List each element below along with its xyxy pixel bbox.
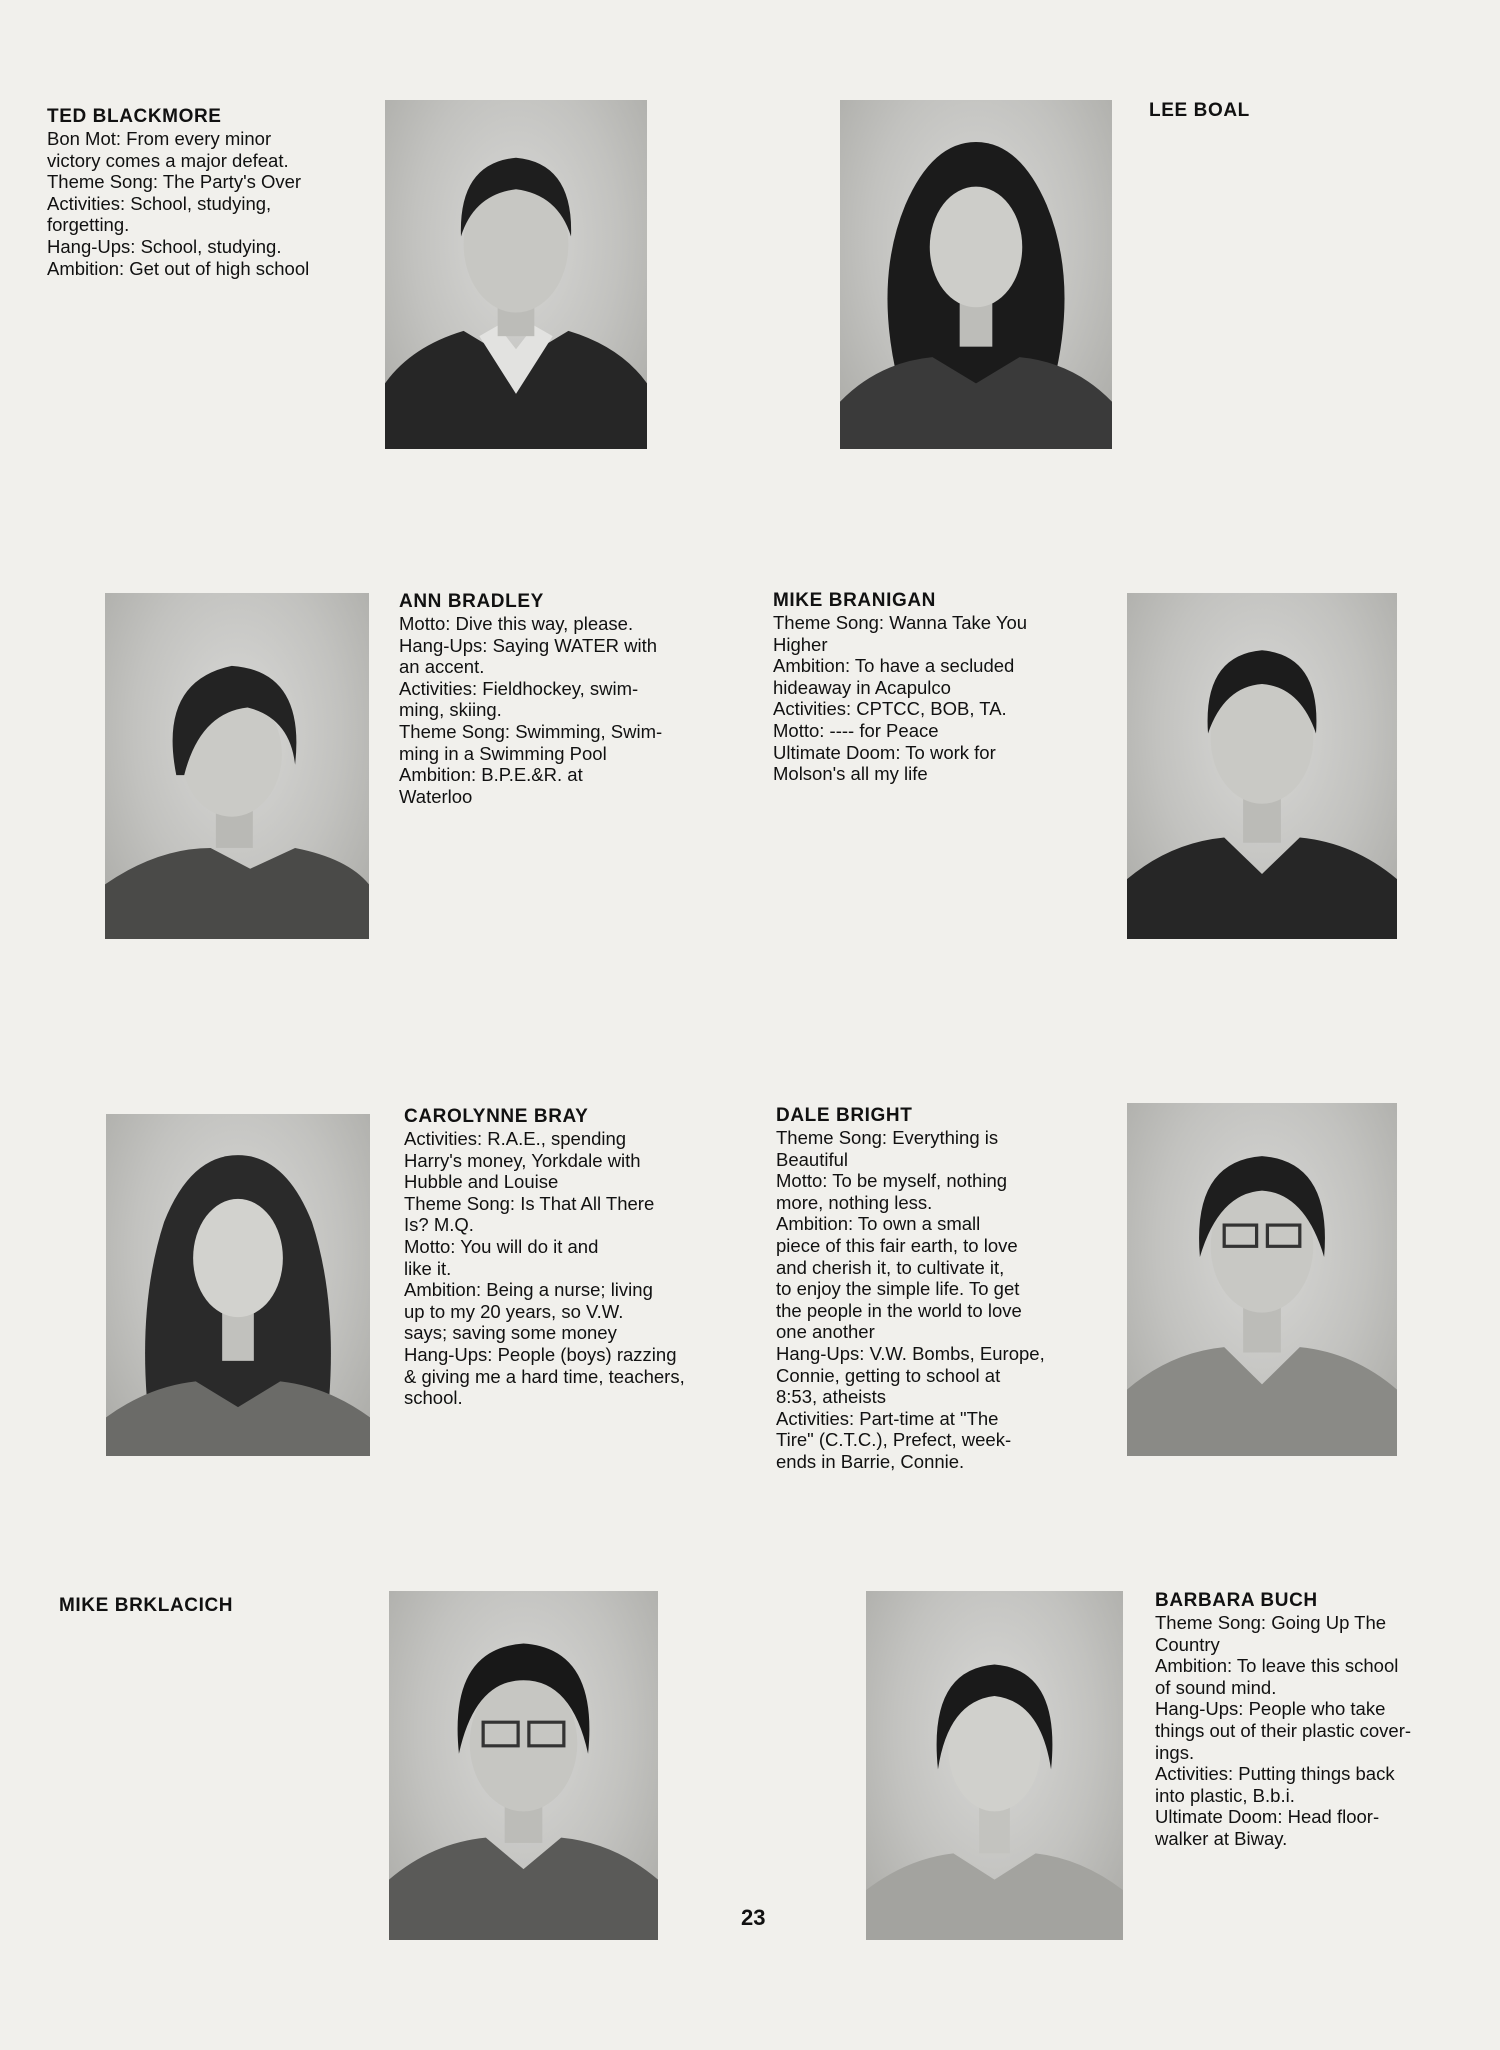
entry-line: Motto: Dive this way, please. [399, 613, 634, 634]
entry-line: ings. [1155, 1741, 1195, 1763]
entry-line: Hang-Ups: People (boys) razzing [404, 1343, 677, 1365]
entry-line: Beautiful [776, 1148, 848, 1170]
entry-details [773, 612, 1027, 785]
entry-line: like it. [404, 1257, 452, 1279]
entry-carolynne-bray [404, 1106, 685, 1409]
entry-details [776, 1127, 1045, 1473]
entry-line: & giving me a hard time, teachers, [404, 1365, 685, 1387]
entry-line: Ambition: To have a secluded [773, 655, 1015, 677]
entry-line: forgetting. [47, 214, 130, 236]
entry-line: Motto: ---- for Peace [773, 719, 939, 741]
entry-line: Higher [773, 633, 828, 655]
entry-lee-boal [1149, 100, 1250, 122]
entry-line: ends in Barrie, Connie. [776, 1450, 965, 1472]
entry-line: Is? M.Q. [404, 1214, 474, 1236]
student-name: BARBARA BUCH [1155, 1590, 1318, 1611]
entry-line: one another [776, 1321, 875, 1343]
entry-line: Activities: Putting things back [1155, 1763, 1395, 1785]
entry-line: Hang-Ups: People who take [1155, 1698, 1386, 1720]
entry-line: Ultimate Doom: To work for [773, 741, 996, 763]
student-name: LEE BOAL [1149, 100, 1250, 121]
entry-line: up to my 20 years, so V.W. [404, 1300, 624, 1322]
entry-line: school. [404, 1387, 463, 1409]
entry-barbara-buch [1155, 1590, 1411, 1850]
portrait-photo [840, 100, 1112, 449]
student-name: MIKE BRKLACICH [59, 1595, 234, 1616]
student-name: CAROLYNNE BRAY [404, 1106, 589, 1127]
entry-line: Ambition: B.P.E.&R. at [399, 764, 583, 786]
entry-line: Activities: Fieldhockey, swim- [399, 677, 639, 699]
entry-line: Activities: R.A.E., spending [404, 1128, 627, 1149]
entry-line: Bon Mot: From every minor [47, 128, 272, 149]
entry-details [404, 1128, 685, 1409]
entry-line: Activities: CPTCC, BOB, TA. [773, 698, 1007, 720]
entry-mike-brklacich [59, 1595, 233, 1617]
entry-line: Motto: To be myself, nothing [776, 1170, 1008, 1192]
entry-line: Waterloo [399, 785, 473, 807]
student-name: TED BLACKMORE [47, 106, 222, 127]
entry-line: says; saving some money [404, 1322, 617, 1344]
entry-line: of sound mind. [1155, 1676, 1277, 1698]
portrait-photo [385, 100, 647, 449]
entry-line: 8:53, atheists [776, 1386, 887, 1408]
portrait-photo [389, 1591, 658, 1940]
entry-line: an accent. [399, 656, 485, 678]
entry-line: victory comes a major defeat. [47, 149, 289, 171]
entry-line: Ambition: To own a small [776, 1213, 981, 1235]
entry-line: Country [1155, 1633, 1220, 1655]
entry-line: the people in the world to love [776, 1299, 1022, 1321]
entry-line: and cherish it, to cultivate it, [776, 1256, 1005, 1278]
portrait-photo [866, 1591, 1123, 1940]
entry-line: Hang-Ups: Saying WATER with [399, 634, 658, 656]
entry-line: walker at Biway. [1155, 1827, 1288, 1849]
student-name: ANN BRADLEY [399, 591, 544, 612]
entry-line: piece of this fair earth, to love [776, 1234, 1018, 1256]
entry-line: Activities: Part-time at "The [776, 1407, 999, 1429]
page-number: 23 [741, 1905, 766, 1930]
entry-line: ming, skiing. [399, 699, 502, 721]
portrait-photo [1127, 593, 1397, 939]
entry-line: Connie, getting to school at [776, 1364, 1001, 1386]
entry-line: Theme Song: Wanna Take You [773, 612, 1028, 633]
entry-line: Hang-Ups: School, studying. [47, 235, 282, 257]
entry-line: Hubble and Louise [404, 1171, 559, 1193]
entry-line: hideaway in Acapulco [773, 676, 951, 698]
student-name: DALE BRIGHT [776, 1105, 913, 1126]
entry-line: things out of their plastic cover- [1155, 1719, 1412, 1741]
entry-line: Harry's money, Yorkdale with [404, 1149, 641, 1171]
entry-dale-bright [776, 1105, 1045, 1473]
entry-line: Theme Song: Everything is [776, 1127, 999, 1148]
entry-line: more, nothing less. [776, 1191, 933, 1213]
entry-line: Activities: School, studying, [47, 192, 272, 214]
entry-line: Hang-Ups: V.W. Bombs, Europe, [776, 1342, 1045, 1364]
entry-details [47, 128, 309, 279]
portrait-photo [105, 593, 369, 939]
portrait-photo [1127, 1103, 1397, 1456]
entry-line: Tire" (C.T.C.), Prefect, week- [776, 1429, 1012, 1451]
entry-line: Motto: You will do it and [404, 1235, 599, 1257]
entry-line: Ambition: Get out of high school [47, 257, 310, 279]
entry-ann-bradley [399, 591, 662, 807]
student-name: MIKE BRANIGAN [773, 590, 936, 611]
entry-details [399, 613, 662, 807]
entry-mike-branigan [773, 590, 1027, 785]
entry-line: Ultimate Doom: Head floor- [1155, 1806, 1380, 1828]
entry-line: Molson's all my life [773, 763, 928, 785]
entry-line: into plastic, B.b.i. [1155, 1784, 1295, 1806]
entry-details [1155, 1612, 1411, 1850]
entry-line: ming in a Swimming Pool [399, 742, 607, 764]
portrait-photo [106, 1114, 370, 1456]
entry-line: Ambition: Being a nurse; living [404, 1279, 653, 1301]
entry-line: Ambition: To leave this school [1155, 1655, 1399, 1677]
entry-line: Theme Song: Is That All There [404, 1192, 655, 1214]
entry-ted-blackmore [47, 106, 309, 279]
entry-line: to enjoy the simple life. To get [776, 1278, 1020, 1300]
entry-line: Theme Song: Swimming, Swim- [399, 720, 663, 742]
entry-line: Theme Song: Going Up The [1155, 1612, 1387, 1633]
entry-line: Theme Song: The Party's Over [47, 171, 302, 193]
